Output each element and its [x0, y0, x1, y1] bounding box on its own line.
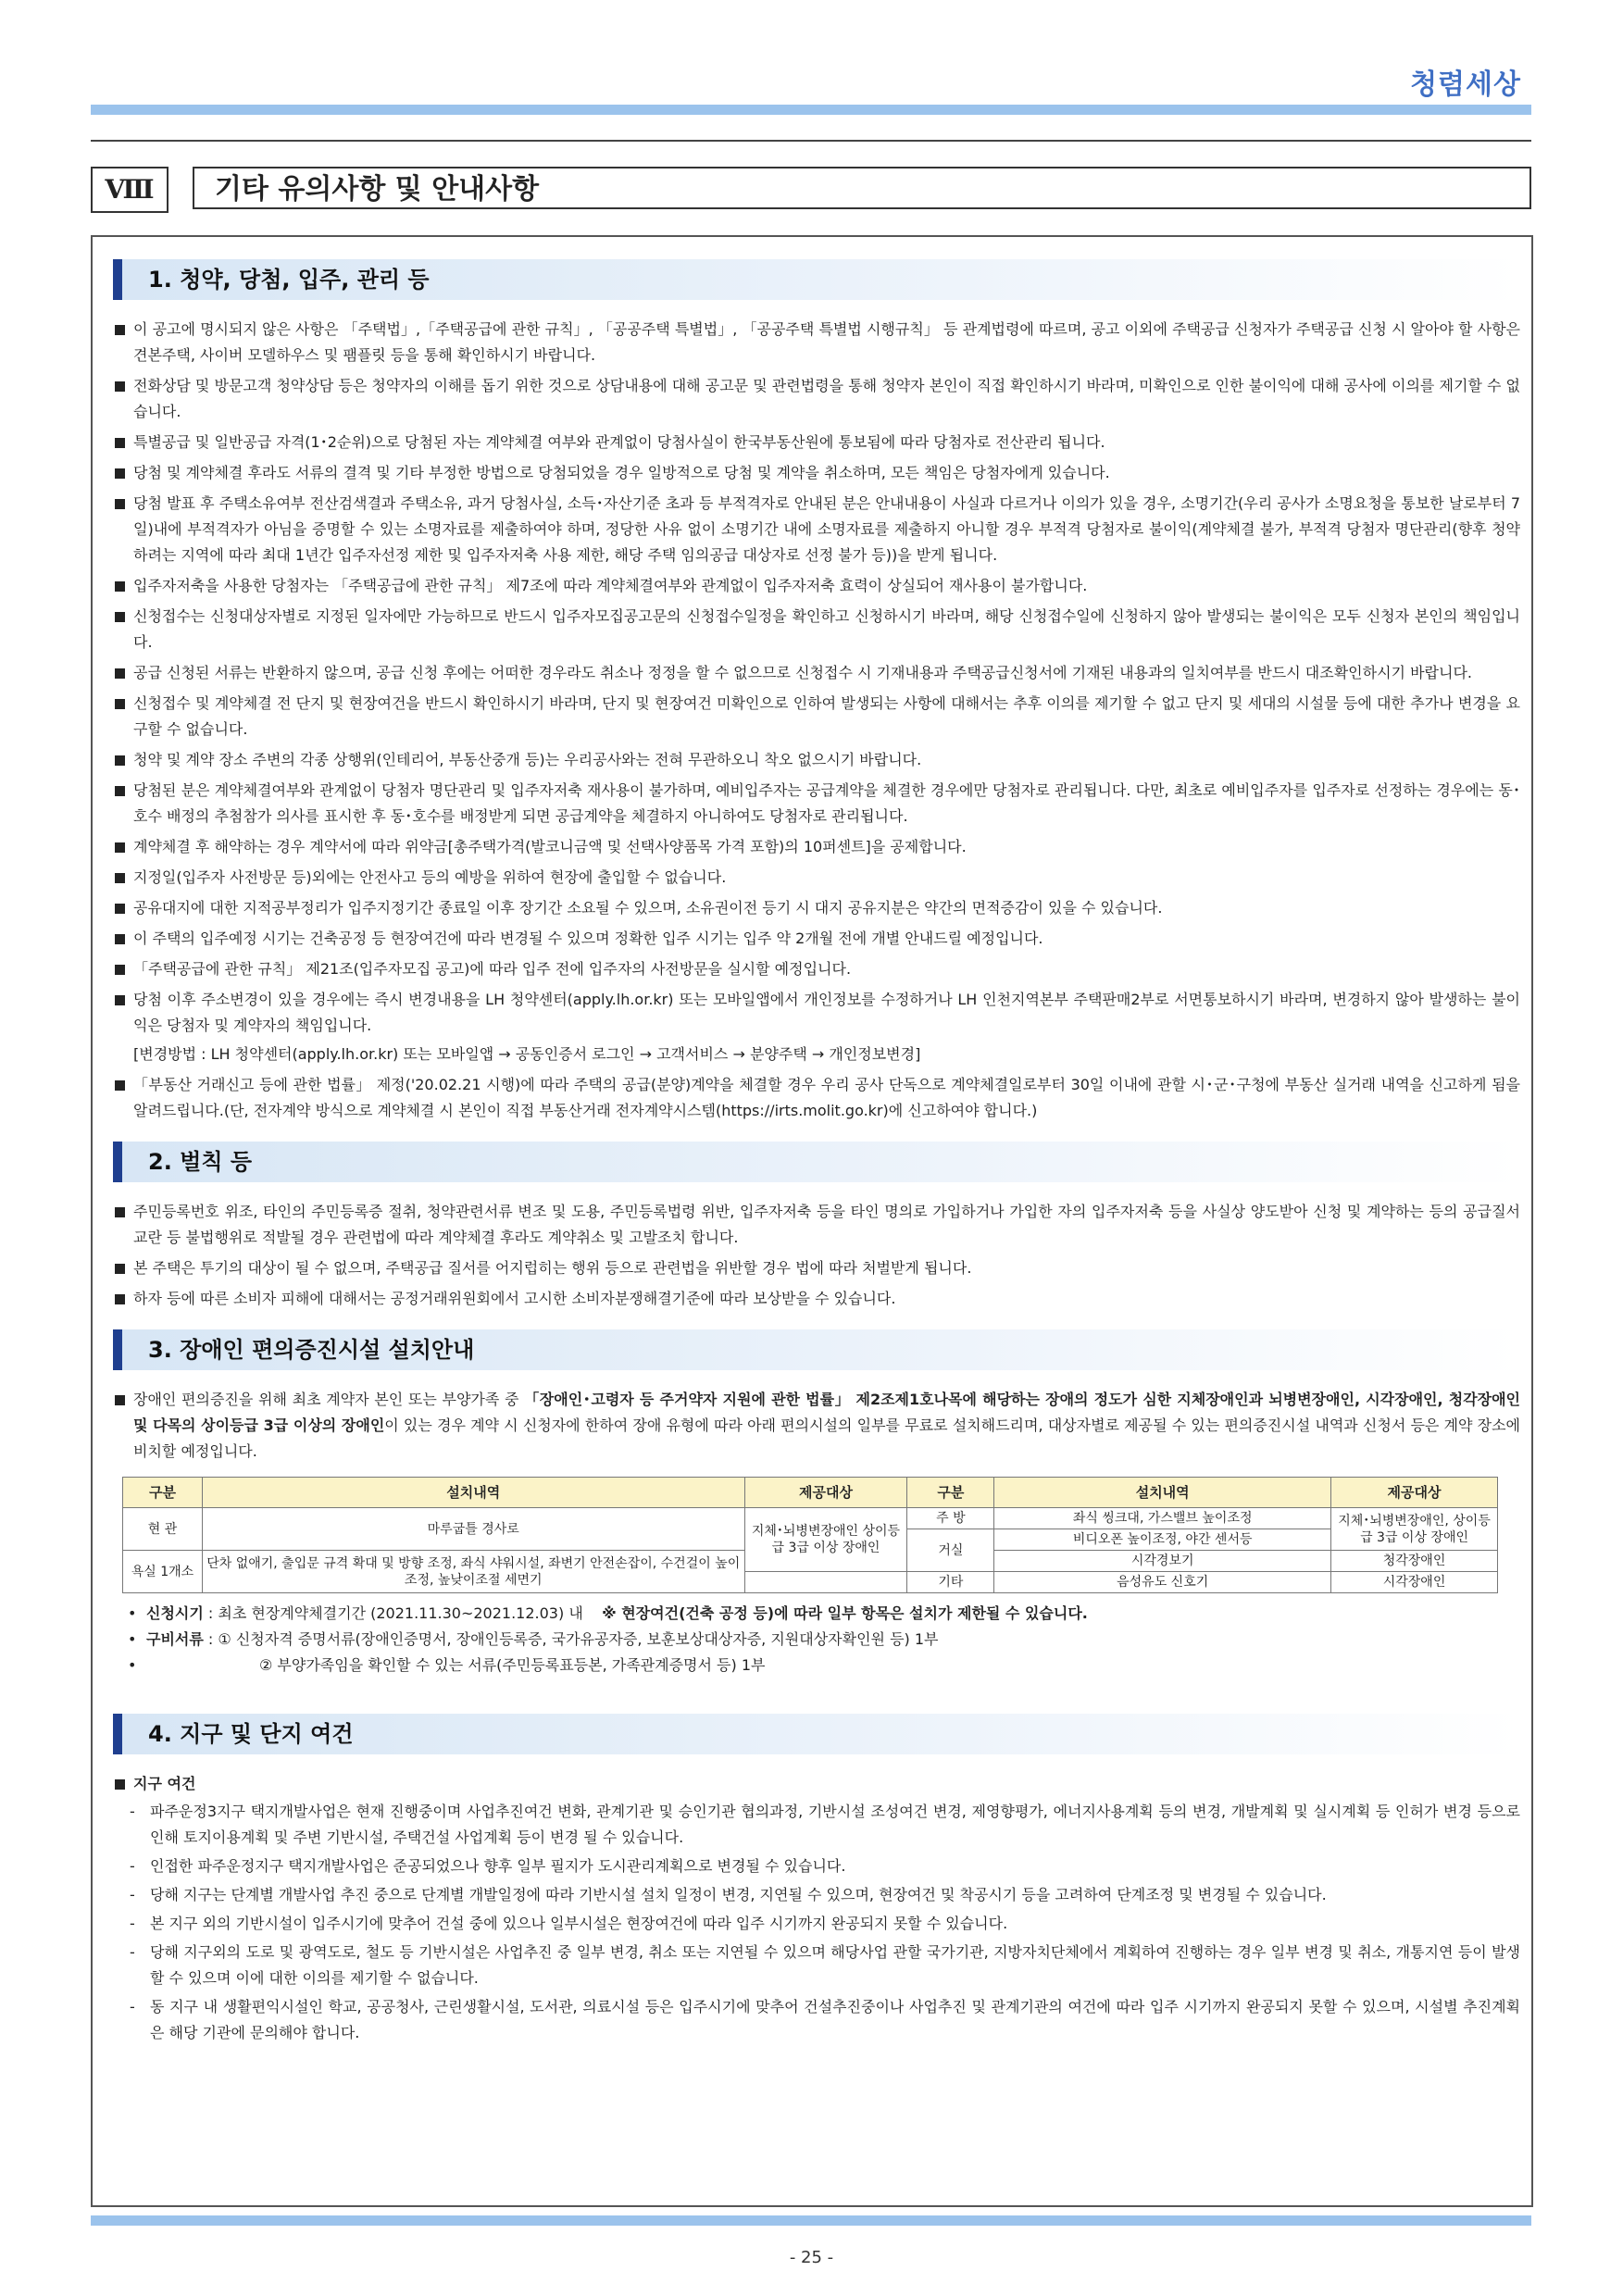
table-row: 현 관 마루굽틀 경사로 지체･뇌병변장애인 상이등급 3급 이상 장애인 주 방 좌식 씽크대, 가스밸브 높이조정 지체･뇌병변장애인, 상이등급 3급 이상 장애인: [123, 1508, 1498, 1529]
list-item: 당첨 이후 주소변경이 있을 경우에는 즉시 변경내용을 LH 청약센터(apply.lh.or.kr) 또는 모바일앱에서 개인정보를 수정하거나 LH 인천지역본부 주택판매2부로 서면통보하시기 바라며, 변경하지 않아 발생하는 불이익은 당첨자 및 계약자의 책임입니다.: [113, 987, 1520, 1039]
section1-list: [113, 317, 1520, 1039]
list-item: - 당해 지구외의 도로 및 광역도로, 철도 등 기반시설은 사업추진 중 일부 변경, 취소 또는 지연될 수 있으며 해당사업 관할 국가기관, 지방자치단체에서 계획하여 진행하는 경우 일부 변경 및 취소, 개통지연 등이 발생할 수 있으며 이에 대한 이의를 제기할 수 없습니다.: [113, 1940, 1520, 1991]
list-item: 당첨된 분은 계약체결여부와 관계없이 당첨자 명단관리 및 입주자저축 재사용이 불가하며, 예비입주자는 공급계약을 체결한 경우에만 당첨자로 관리됩니다. 다만, 최초로 예비입주자를 입주자로 선정하는 경우에는 동･호수 배정의 추첨참가 의사를 표시한 후 동･호수를 배정받게 되면 공급계약을 체결하지 아니하여도 당첨자로 관리됩니다.: [113, 778, 1520, 830]
list-item: 이 공고에 명시되지 않은 사항은 「주택법」,「주택공급에 관한 규칙」, 「공공주택 특별법」, 「공공주택 특별법 시행규칙」 등 관계법령에 따르며, 공고 이외에 주택공급 신청자가 주택공급 신청 시 알아야 할 사항은 견본주택, 사이버 모델하우스 및 팸플릿 등을 통해 확인하시기 바랍니다.: [113, 317, 1520, 368]
top-decorative-bar: [91, 105, 1531, 115]
list-item: 공급 신청된 서류는 반환하지 않으며, 공급 신청 후에는 어떠한 경우라도 취소나 정정을 할 수 없으므로 신청접수 시 기재내용과 주택공급신청서에 기재된 내용과의 일치여부를 반드시 대조확인하시기 바랍니다.: [113, 660, 1520, 686]
list-item: - 당해 지구는 단계별 개발사업 추진 중으로 단계별 개발일정에 따라 기반시설 설치 일정이 변경, 지연될 수 있으며, 현장여건 및 착공시기 등을 고려하여 단계조정 및 변경될 수 있습니다.: [113, 1882, 1520, 1908]
section-heading-3: [113, 1329, 1520, 1370]
section-title: 2. 벌칙 등: [148, 1149, 253, 1175]
list-item: 이 주택의 입주예정 시기는 건축공정 등 현장여건에 따라 변경될 수 있으며 정확한 입주 시기는 입주 약 2개월 전에 개별 안내드릴 예정입니다.: [113, 926, 1520, 952]
table-header: 제공대상: [1331, 1478, 1498, 1508]
section-heading-4: [113, 1714, 1520, 1754]
section2-list: [113, 1199, 1520, 1312]
logo-text: 청렴세상: [1410, 69, 1521, 101]
list-item: 지정일(입주자 사전방문 등)외에는 안전사고 등의 예방을 위하여 현장에 출입할 수 없습니다.: [113, 865, 1520, 891]
table-header: 설치내역: [202, 1478, 744, 1508]
list-item: - 인접한 파주운정지구 택지개발사업은 준공되었으나 향후 일부 필지가 도시관리계획으로 변경될 수 있습니다.: [113, 1853, 1520, 1879]
section-heading-2: [113, 1142, 1520, 1182]
list-item: 당첨 및 계약체결 후라도 서류의 결격 및 기타 부정한 방법으로 당첨되었을 경우 일방적으로 당첨 및 계약을 취소하며, 모든 책임은 당첨자에게 있습니다.: [113, 460, 1520, 486]
list-item: 당첨 발표 후 주택소유여부 전산검색결과 주택소유, 과거 당첨사실, 소득･자산기준 초과 등 부적격자로 안내된 분은 안내내용이 사실과 다르거나 이의가 있을 경우, 소명기간(우리 공사가 소명요청을 통보한 날로부터 7일)내에 부적격자가 아님을 증명할 수 있는 소명자료를 제출하여야 하며, 정당한 사유 없이 소명기간 내에 소명자료를 제출하지 아니할 경우 부적격 당첨자로 불이익(계약체결 불가, 부적격 당첨자 명단관리(향후 청약하려는 지역에 따라 최대 1년간 입주자선정 제한 및 입주자저축 사용 제한, 해당 주택 임의공급 대상자로 선정 불가 등))을 받게 됩니다.: [113, 491, 1520, 568]
section-title: 3. 장애인 편의증진시설 설치안내: [148, 1337, 475, 1363]
list-item: 「부동산 거래신고 등에 관한 법률」 제정('20.02.21 시행)에 따라 주택의 공급(분양)계약을 체결할 경우 우리 공사 단독으로 계약체결일로부터 30일 이내에 관할 시･군･구청에 부동산 실거래 내역을 신고하게 됨을 알려드립니다.(단, 전자계약 방식으로 계약체결 시 본인이 직접 부동산거래 전자계약시스템(https://irts.molit.go.kr)에 신고하여야 합니다.): [113, 1072, 1520, 1124]
required-documents: • 구비서류 : ① 신청자격 증명서류(장애인증명서, 장애인등록증, 국가유공자증, 보훈보상대상자증, 지원대상자확인원 등) 1부: [113, 1627, 1520, 1653]
facility-intro: 장애인 편의증진을 위해 최초 계약자 본인 또는 부양가족 중 「장애인･고령자 등 주거약자 지원에 관한 법률」 제2조제1호나목에 해당하는 장애의 정도가 심한 지체장애인과 뇌병변장애인, 시각장애인, 청각장애인 및 다목의 상이등급 3급 이상의 장애인이 있는 경우 계약 시 신청자에 한하여 장애 유형에 따라 아래 편의시설의 일부를 무료로 설치해드리며, 대상자별로 제공될 수 있는 편의증진시설 내역과 신청서 등은 계약 장소에 비치할 예정입니다.: [113, 1387, 1520, 1465]
change-method-note: [변경방법 : LH 청약센터(apply.lh.or.kr) 또는 모바일앱 → 공동인증서 로그인 → 고객서비스 → 분양주택 → 개인정보변경]: [133, 1045, 921, 1063]
list-item: - 본 지구 외의 기반시설이 입주시기에 맞추어 건설 중에 있으나 일부시설은 현장여건에 따라 입주 시기까지 완공되지 못할 수 있습니다.: [113, 1911, 1520, 1937]
list-item: 입주자저축을 사용한 당첨자는 「주택공급에 관한 규칙」 제7조에 따라 계약체결여부와 관계없이 입주자저축 효력이 상실되어 재사용이 불가합니다.: [113, 573, 1520, 599]
list-item: 공유대지에 대한 지적공부정리가 입주지정기간 종료일 이후 장기간 소요될 수 있으며, 소유권이전 등기 시 대지 공유지분은 약간의 면적증감이 있을 수 있습니다.: [113, 895, 1520, 921]
list-item: 특별공급 및 일반공급 자격(1･2순위)으로 당첨된 자는 계약체결 여부와 관계없이 당첨사실이 한국부동산원에 통보됨에 따라 당첨자로 전산관리 됩니다.: [113, 430, 1520, 455]
facility-table: [122, 1477, 1498, 1593]
chapter-title: 기타 유의사항 및 안내사항: [193, 167, 1531, 209]
logo: [1410, 61, 1521, 102]
section-title: 1. 청약, 당첨, 입주, 관리 등: [148, 267, 430, 293]
table-header: 구분: [907, 1478, 994, 1508]
bottom-decorative-bar: [91, 2215, 1531, 2226]
application-period: • 신청시기 : 최초 현장계약체결기간 (2021.11.30~2021.12.03) 내 ※ 현장여건(건축 공정 등)에 따라 일부 항목은 설치가 제한될 수 있습니다.: [113, 1601, 1520, 1627]
table-header-row: [123, 1478, 1498, 1508]
list-item: 본 주택은 투기의 대상이 될 수 없으며, 주택공급 질서를 어지럽히는 행위 등으로 관련법을 위반할 경우 법에 따라 처벌받게 됩니다.: [113, 1255, 1520, 1281]
list-item: 전화상담 및 방문고객 청약상담 등은 청약자의 이해를 돕기 위한 것으로 상담내용에 대해 공고문 및 관련법령을 통해 청약자 본인이 직접 확인하시기 바라며, 미확인으로 인한 불이익에 대해 공사에 이의를 제기할 수 없습니다.: [113, 373, 1520, 425]
section-heading-1: [113, 259, 1520, 300]
table-header: 구분: [123, 1478, 203, 1508]
page-number: - 25 -: [789, 2248, 834, 2267]
section4-list: [113, 1799, 1520, 2046]
content-frame: [91, 235, 1533, 2207]
list-item: 계약체결 후 해약하는 경우 계약서에 따라 위약금[총주택가격(발코니금액 및 선택사양품목 가격 포함)의 10퍼센트]을 공제합니다.: [113, 834, 1520, 860]
list-item: - 동 지구 내 생활편익시설인 학교, 공공청사, 근린생활시설, 도서관, 의료시설 등은 입주시기에 맞추어 건설추진중이나 사업추진 및 관계기관의 여건에 따라 입주 시기까지 완공되지 못할 수 있으며, 시설별 추진계획은 해당 기관에 문의해야 합니다.: [113, 1994, 1520, 2046]
chapter-heading: [91, 167, 1531, 213]
list-item: 신청접수는 신청대상자별로 지정된 일자에만 가능하므로 반드시 입주자모집공고문의 신청접수일정을 확인하고 신청하시기 바라며, 해당 신청접수일에 신청하지 않아 발생되는 불이익은 모두 신청자 본인의 책임입니다.: [113, 604, 1520, 655]
chapter-number: Ⅷ: [91, 167, 169, 213]
table-header: 설치내역: [994, 1478, 1331, 1508]
table-row: 욕실 1개소 단차 없애기, 출입문 규격 확대 및 방향 조정, 좌식 샤워시설, 좌변기 안전손잡이, 수건걸이 높이조정, 높낮이조절 세면기 시각경보기 청각장애인: [123, 1551, 1498, 1572]
header-rule: [91, 140, 1531, 142]
table-header: 제공대상: [744, 1478, 907, 1508]
section-title: 4. 지구 및 단지 여건: [148, 1721, 354, 1747]
list-item: 청약 및 계약 장소 주변의 각종 상행위(인테리어, 부동산중개 등)는 우리공사와는 전혀 무관하오니 착오 없으시기 바랍니다.: [113, 747, 1520, 773]
list-item: 신청접수 및 계약체결 전 단지 및 현장여건을 반드시 확인하시기 바라며, 단지 및 현장여건 미확인으로 인하여 발생되는 사항에 대해서는 추후 이의를 제기할 수 없고 단지 및 세대의 시설물 등에 대한 추가나 변경을 요구할 수 없습니다.: [113, 691, 1520, 742]
list-item: - 파주운정3지구 택지개발사업은 현재 진행중이며 사업추진여건 변화, 관계기관 및 승인기관 협의과정, 기반시설 조성여건 변경, 제영향평가, 에너지사용계획 등의 변경, 개발계획 및 실시계획 등 인허가 변경 등으로 인해 토지이용계획 및 주변 기반시설, 주택건설 사업계획 등이 변경 될 수 있습니다.: [113, 1799, 1520, 1851]
table-row: 기타 음성유도 신호기 시각장애인: [123, 1572, 1498, 1593]
table-row: 거실 비디오폰 높이조정, 야간 센서등: [123, 1529, 1498, 1551]
list-item: 주민등록번호 위조, 타인의 주민등록증 절취, 청약관련서류 변조 및 도용, 주민등록법령 위반, 입주자저축 등을 타인 명의로 가입하거나 가입한 자의 입주자저축 등을 사실상 양도받아 신청 및 계약하는 등의 공급질서 교란 등 불법행위로 적발될 경우 관련법에 따라 계약체결 후라도 계약취소 및 고발조치 합니다.: [113, 1199, 1520, 1251]
list-item: 「주택공급에 관한 규칙」 제21조(입주자모집 공고)에 따라 입주 전에 입주자의 사전방문을 실시할 예정입니다.: [113, 956, 1520, 982]
list-item: 하자 등에 따른 소비자 피해에 대해서는 공정거래위원회에서 고시한 소비자분쟁해결기준에 따라 보상받을 수 있습니다.: [113, 1286, 1520, 1312]
required-documents-2: • ② 부양가족임을 확인할 수 있는 서류(주민등록표등본, 가족관계증명서 등) 1부: [113, 1653, 1520, 1678]
district-subtitle: 지구 여건: [113, 1771, 1520, 1797]
